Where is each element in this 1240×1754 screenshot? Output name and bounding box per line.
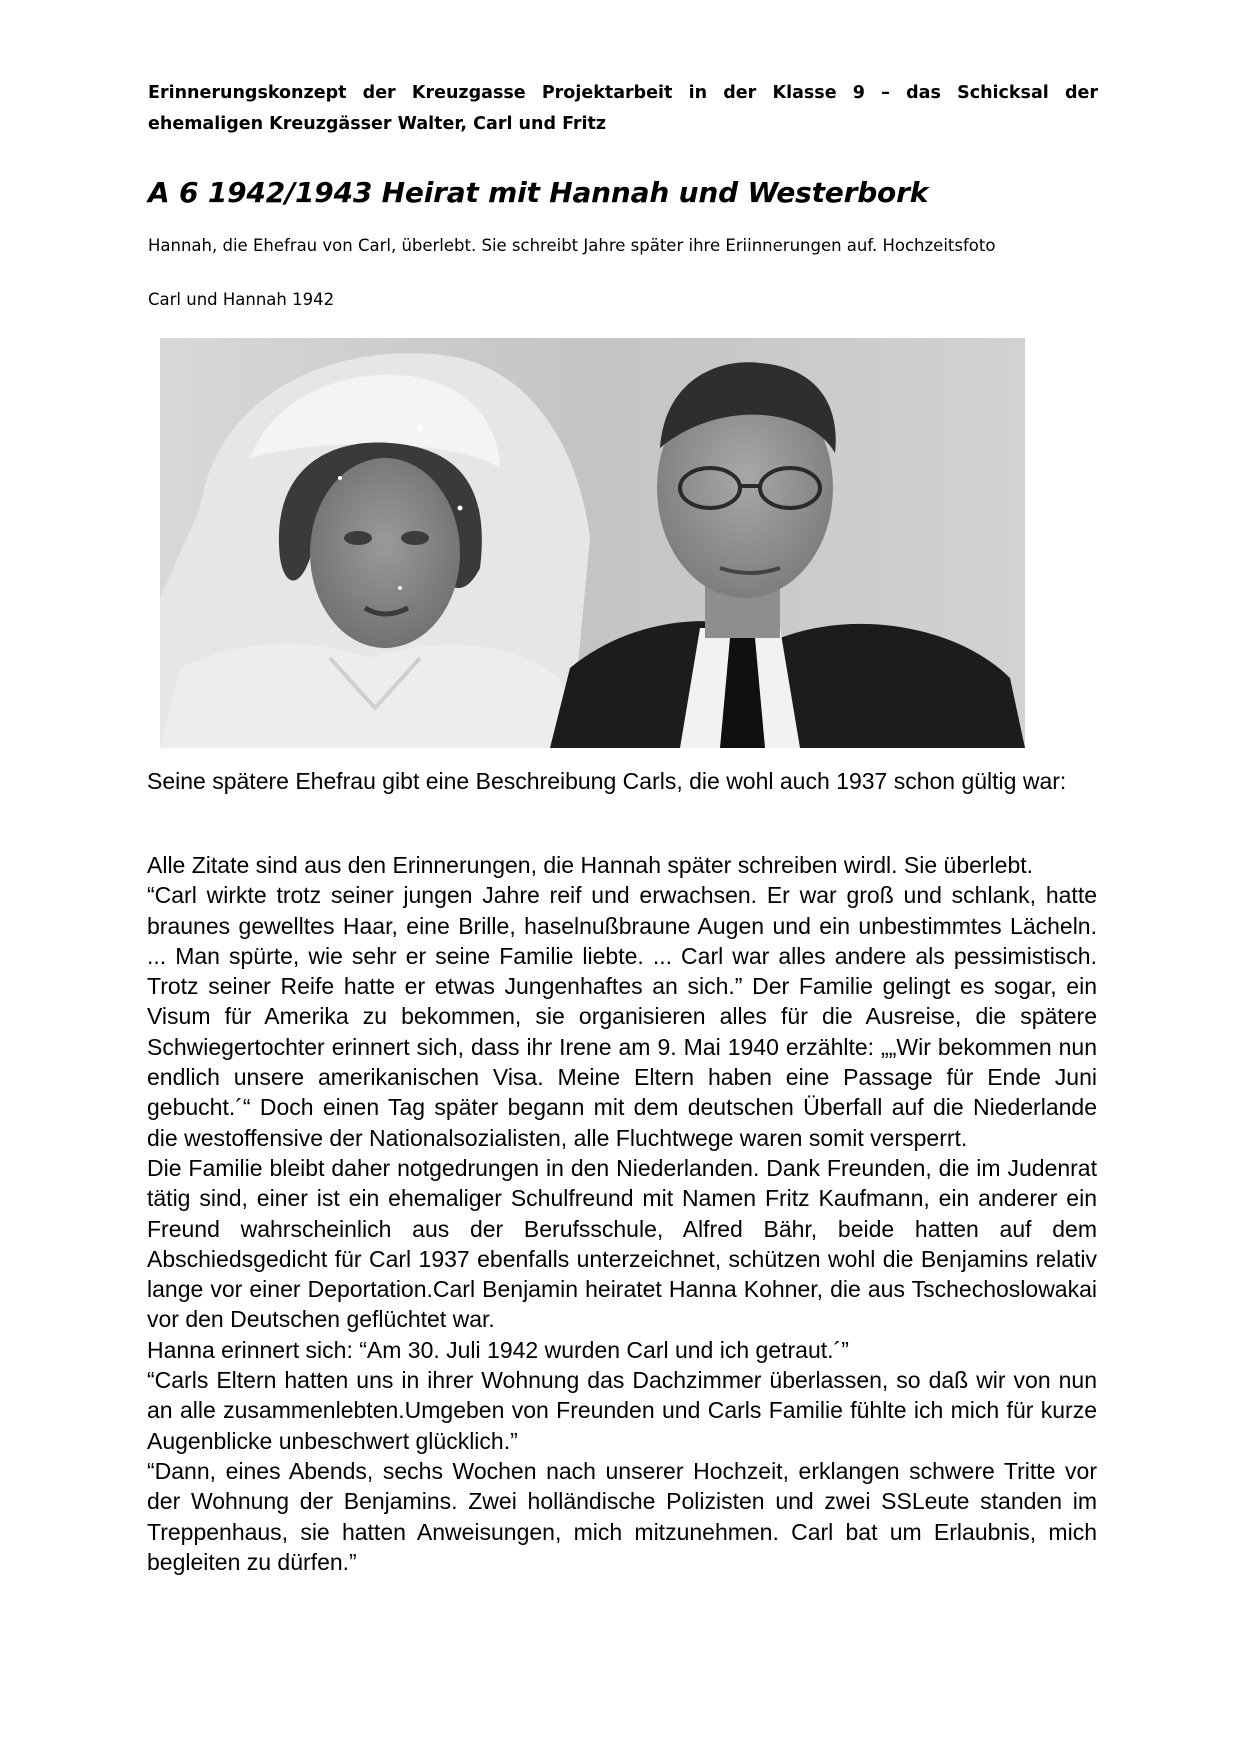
wedding-photo-icon [160, 338, 1025, 748]
paragraph: “Carls Eltern hatten uns in ihrer Wohnung das Dachzimmer überlassen, so daß wir von nun an alle zusammenlebten.Umgeben von Freunden und Carls Familie fühlte ich mich für kurze Augenblicke unbeschwert glücklich.” [147, 1367, 1097, 1454]
paragraph: Alle Zitate sind aus den Erinnerungen, die Hannah später schreiben wirdl. Sie überlebt. [147, 852, 1034, 878]
wedding-photo [160, 338, 1025, 748]
main-text [147, 850, 1097, 1577]
paragraph: “Dann, eines Abends, sechs Wochen nach unserer Hochzeit, erklangen schwere Tritte vor der Wohnung der Benjamins. Zwei holländische Polizisten und zwei SSLeute standen im Treppenhaus, sie hatten Anweisungen, mich mitzunehmen. Carl bat um Erlaubnis, mich begleiten zu dürfen.” [147, 1457, 1097, 1575]
photo-caption: Carl und Hannah 1942 [148, 290, 335, 309]
paragraph: Hanna erinnert sich: “Am 30. Juli 1942 wurden Carl und ich getraut.´” [147, 1336, 849, 1363]
paragraph: “Carl wirkte trotz seiner jungen Jahre reif und erwachsen. Er war groß und schlank, hatte braunes gewelltes Haar, eine Brille, haselnußbraune Augen und ein unbestimmtes Lächeln. ... Man spürte, wie sehr er seine Familie liebte. ... Carl war alles andere als pessimistisch. Trotz seiner Reife hatte er etwas Jungenhaftes an sich.” Der Familie gelingt es sogar, ein Visum für Amerika zu bekommen, sie organisieren alles für die Ausreise, die spätere Schwiegertochter erinnert sich, dass ihr Irene am 9. Mai 1940 erzählte: „„Wir bekommen nun endlich unsere amerikanischen Visa. Meine Eltern haben eine Passage für Ende Juni gebucht.´“ Doch einen Tag später begann mit dem deutschen Überfall auf die Niederlande die westoffensive der Nationalsozialisten, alle Fluchtwege waren somit versperrt. [147, 882, 1097, 1151]
page-header: Erinnerungskonzept der Kreuzgasse Projektarbeit in der Klasse 9 – das Schicksal der ehemaligen Kreuzgässer Walter, Carl und Fritz [148, 83, 1098, 134]
paragraph: Die Familie bleibt daher notgedrungen in den Niederlanden. Dank Freunden, die im Judenrat tätig sind, einer ist ein ehemaliger Schulfreund mit Namen Fritz Kaufmann, ein anderer ein Freund wahrscheinlich aus der Berufsschule, Alfred Bähr, beide hatten auf dem Abschiedsgedicht für Carl 1937 ebenfalls unterzeichnet, schützen wohl die Benjamins relativ lange vor einer Deportation.Carl Benjamin heiratet Hanna Kohner, die aus Tschechoslowakai vor den Deutschen geflüchtet war. [147, 1154, 1097, 1333]
lead-paragraph: Seine spätere Ehefrau gibt eine Beschreibung Carls, die wohl auch 1937 schon gültig war: [147, 768, 1067, 794]
intro-line: Hannah, die Ehefrau von Carl, überlebt. Sie schreibt Jahre später ihre Eriinnerungen auf. Hochzeitsfoto [148, 236, 996, 255]
section-heading: A 6 1942/1943 Heirat mit Hannah und Westerbork [148, 176, 929, 209]
